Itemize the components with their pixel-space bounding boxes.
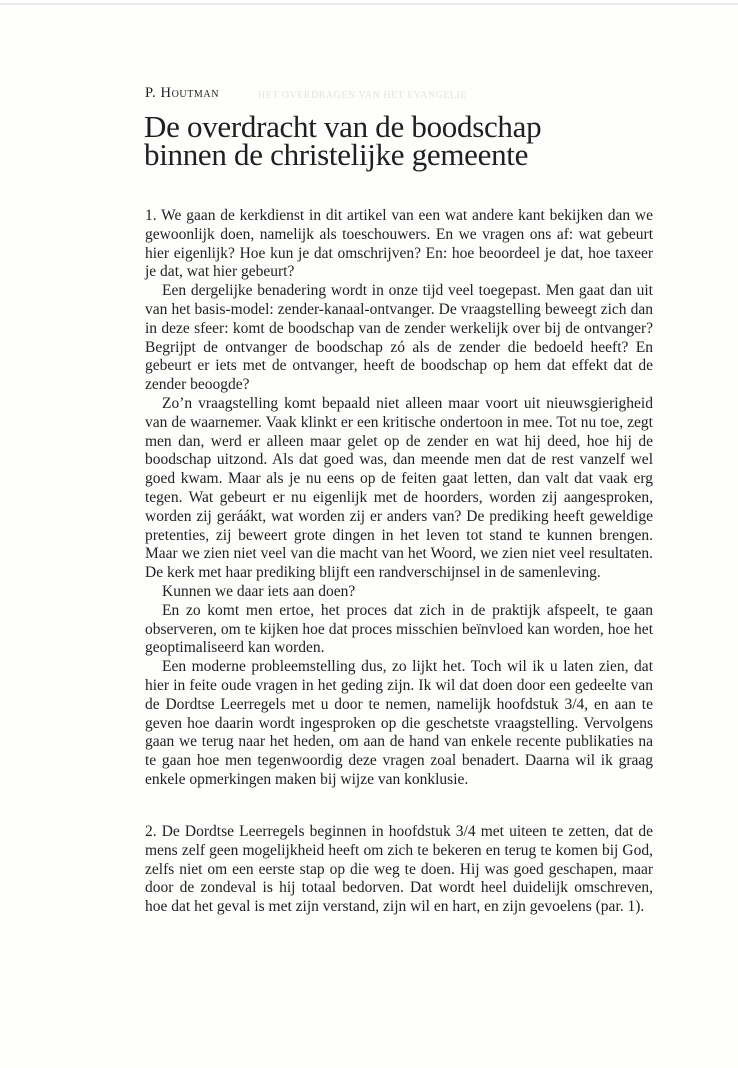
paragraph-1-5: En zo komt men ertoe, het proces dat zich in de praktijk afspeelt, te gaan observeren, om te kijken hoe dat proces misschien beïnvloed kan worden, hoe het geoptimaliseerd kan worden.: [145, 601, 653, 657]
article-title: [144, 109, 644, 172]
show-through-header: HET OVERDRAGEN VAN HET EVANGELIE: [258, 90, 467, 101]
section-1: [145, 207, 653, 790]
title-line-1: De overdracht van de boodschap: [144, 109, 542, 144]
title-line-2: binnen de christelijke gemeente: [144, 137, 529, 172]
paragraph-2-1: 2. De Dordtse Leerregels beginnen in hoofdstuk 3/4 met uiteen te zetten, dat de mens zelf geen mogelijkheid heeft om zich te bekeren en terug te komen bij God, zelfs niet om een eerste stap op die weg te doen. Hij was goed geschapen, maar door de zondeval is hij totaal bedorven. Dat wordt heel duidelijk omschreven, hoe dat het geval is met zijn verstand, zijn wil en hart, en zijn gevoelens (par. 1).: [145, 823, 653, 916]
paragraph-1-1: 1. We gaan de kerkdienst in dit artikel van een wat andere kant bekijken dan we gewoonlijk doen, namelijk als toeschouwers. En we vragen ons af: wat gebeurt hier eigenlijk? Hoe kun je dat omschrijven? En: hoe beoordeel je dat, hoe taxeer je dat, wat hier gebeurt?: [145, 207, 653, 281]
paragraph-1-2: Een dergelijke benadering wordt in onze tijd veel toegepast. Men gaat dan uit van het basis-model: zender-kanaal-ontvanger. De vraagstelling beweegt zich dan in deze sfeer: komt de boodschap van de zender werkelijk over bij de ontvanger? Begrijpt de ontvanger de boodschap zó als de zender die bedoeld heeft? En gebeurt er iets met de ontvanger, heeft de boodschap op hem dat effekt dat de zender beoogde?: [145, 282, 653, 394]
paragraph-1-4: Kunnen we daar iets aan doen?: [162, 582, 356, 600]
author-name: P. Houtman: [145, 85, 220, 101]
paragraph-1-3: Zo’n vraagstelling komt bepaald niet alleen maar voort uit nieuwsgierigheid van de waarnemer. Vaak klinkt er een kritische ondertoon in mee. Tot nu toe, zegt men dan, werd er alleen maar gelet op de zender en wat hij deed, hoe hij de boodschap uitzond. Als dat goed was, dan meende men dat de rest vanzelf wel goed kwam. Maar als je nu eens op de feiten gaat letten, dan valt dat vaak erg tegen. Wat gebeurt er nu eigenlijk met de hoorders, worden zij aangesproken, worden zij geráákt, wat worden zij er anders van? De prediking heeft geweldige pretenties, zij beweert grote dingen in het leven tot stand te kunnen brengen. Maar we zien niet veel van die macht van het Woord, we zien niet veel resultaten. De kerk met haar prediking blijft een randverschijnsel in de samenleving.: [145, 394, 653, 582]
section-2: [145, 823, 653, 917]
paragraph-1-6: Een moderne probleemstelling dus, zo lijkt het. Toch wil ik u laten zien, dat hier in feite oude vragen in het geding zijn. Ik wil dat doen door een gedeelte van de Dordtse Leerregels met u door te nemen, namelijk hoofdstuk 3/4, en aan te geven hoe daarin wordt ingesproken op die geschetste vraagstelling. Vervolgens gaan we terug naar het heden, om aan de hand van enkele recente publikaties na te gaan hoe men tegenwoordig deze vragen zoal benadert. Daarna wil ik graag enkele opmerkingen maken bij wijze van konklusie.: [145, 658, 653, 788]
top-edge-rule: [0, 3, 738, 5]
